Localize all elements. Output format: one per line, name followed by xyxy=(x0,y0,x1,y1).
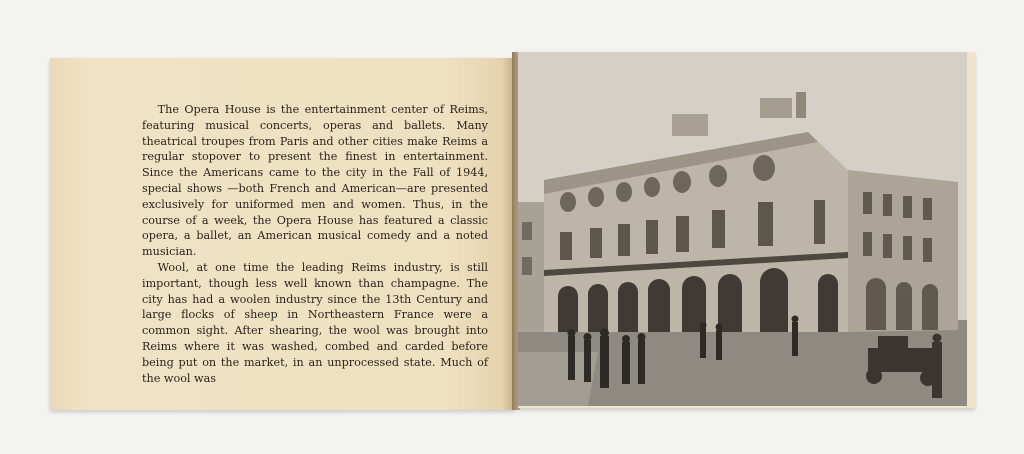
page-text xyxy=(142,102,488,386)
opera-house-photo xyxy=(518,52,967,406)
opera-house-illustration xyxy=(518,52,967,406)
left-page xyxy=(50,58,516,410)
paragraph-opera-house: The Opera House is the entertainment center of Reims, featuring musical concerts, operas and ballets. Many theatrical troupes from Paris and other cities make Reims a regular stopover to present the finest in entertainment. Since the Americans came to the city in the Fall of 1944, special shows —both French and American—are presented exclusively for uniformed men and women. Thus, in the course of a week, the Opera House has featured a classic opera, a ballet, an American musical comedy and a noted musician. xyxy=(142,103,488,259)
booklet xyxy=(50,52,975,410)
paragraph-wool: Wool, at one time the leading Reims industry, is still important, though less well known than champagne. The city has had a woolen industry since the 13th Century and large flocks of sheep in Northeastern France were a common sight. After shearing, the wool was brought into Reims where it was washed, combed and carded before being put on the market, in an unprocessed state. Much of the wool was xyxy=(142,260,488,385)
right-page xyxy=(518,52,975,408)
